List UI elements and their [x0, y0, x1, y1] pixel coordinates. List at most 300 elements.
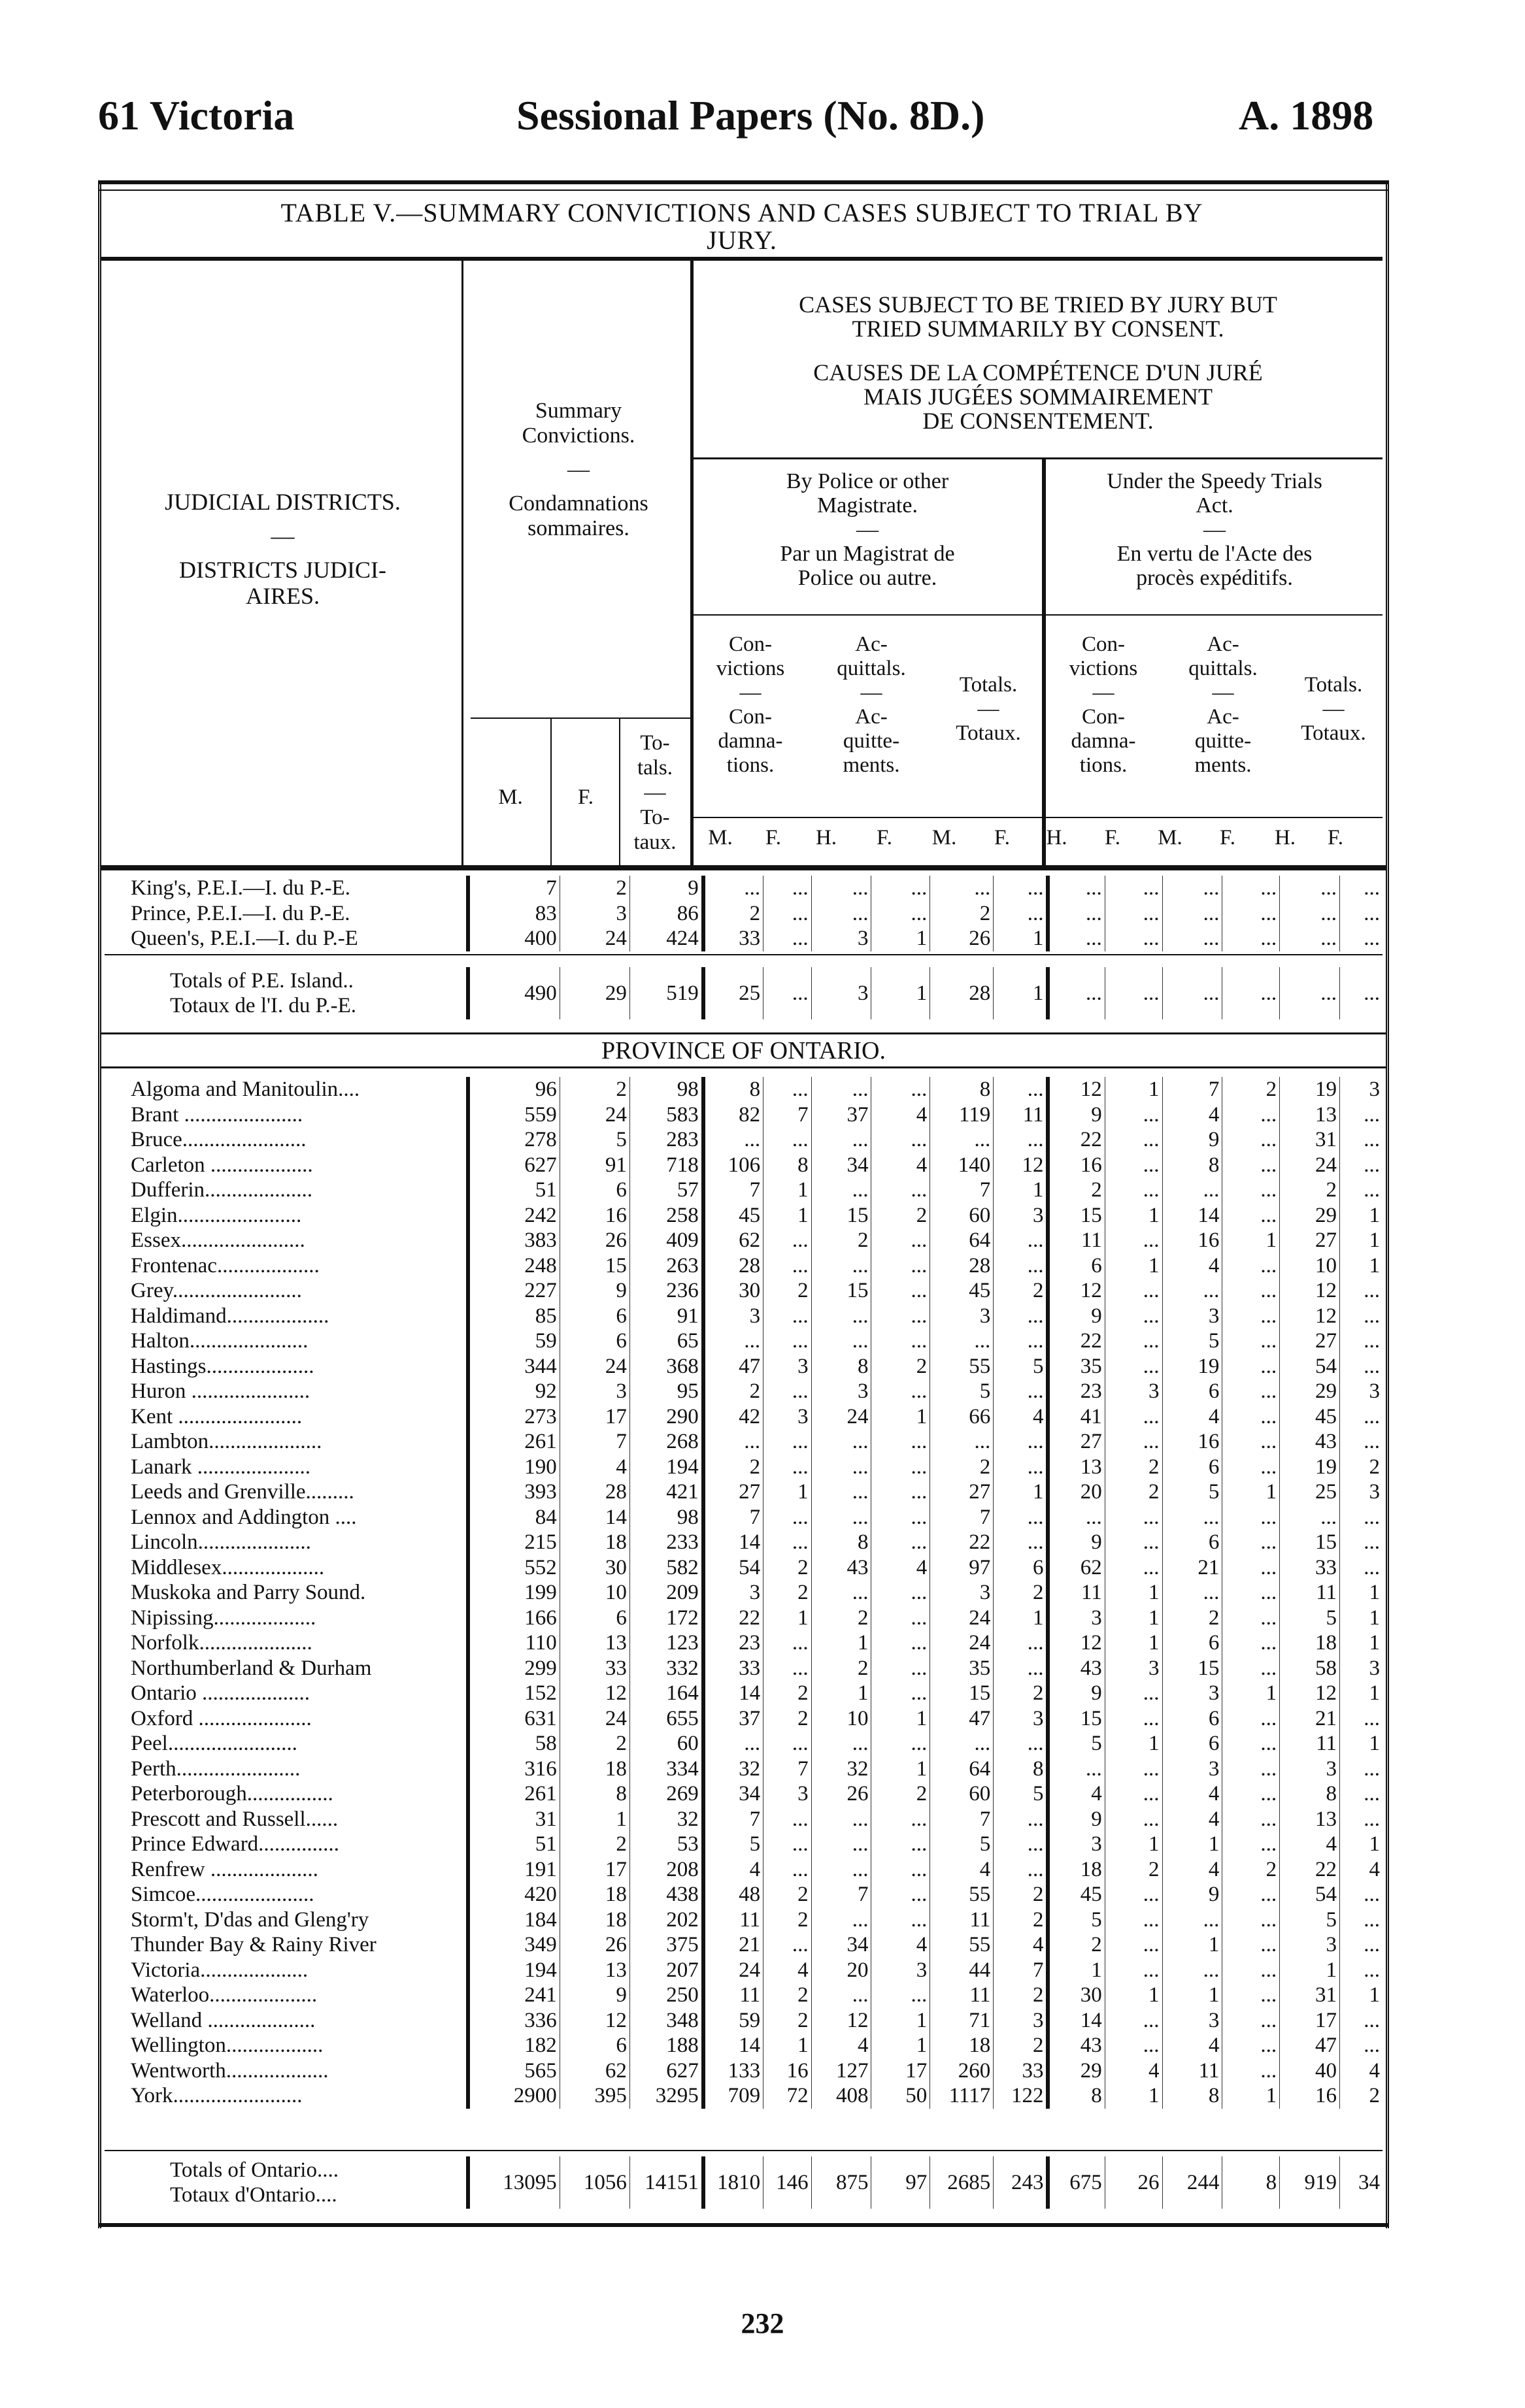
district-name-text: Thunder Bay & Rainy River: [131, 1933, 377, 1956]
cell-value: ...: [811, 1077, 871, 1102]
cell-value: ...: [763, 1731, 812, 1757]
row-district-name: [105, 1555, 468, 1581]
row-district-name: [105, 1505, 468, 1530]
cell-value: 29: [560, 967, 629, 1019]
cell-value: 4: [811, 2033, 871, 2058]
cell-value: 54: [1280, 1354, 1340, 1379]
row-district-name: [105, 1304, 468, 1329]
cell-value: ...: [1222, 1328, 1280, 1354]
cell-value: 215: [468, 1530, 560, 1555]
cell-value: ...: [1364, 1883, 1380, 1906]
cell-value: ...: [871, 1530, 930, 1555]
cell-value: ...: [1105, 1153, 1162, 1178]
cell-value: 3: [994, 1706, 1048, 1732]
cell-value: 31: [1280, 1983, 1340, 2008]
cell-value: ...: [1280, 876, 1340, 901]
cell-value: 1: [763, 1606, 812, 1631]
header-right: A. 1898: [1239, 92, 1374, 139]
cell-value: ...: [1222, 1127, 1280, 1153]
cell-value: ...: [871, 1127, 930, 1153]
cell-value: 12: [1280, 1681, 1340, 1706]
cell-value: ...: [994, 1077, 1048, 1102]
cell-value: 583: [629, 1102, 703, 1128]
row-district-name: [105, 1781, 468, 1807]
cell-value: ...: [1048, 1757, 1105, 1782]
table-row: [105, 1731, 1383, 1757]
cell-value: 9: [1048, 1807, 1105, 1832]
cell-value: ...: [1280, 901, 1340, 927]
cell-value: ...: [994, 1505, 1048, 1530]
cell-value: ...: [1105, 1404, 1162, 1430]
cell-value: 26: [930, 926, 994, 951]
cell-value: 2: [763, 1681, 812, 1706]
cell-value: ...: [930, 876, 994, 901]
cell-value: 16: [1162, 1228, 1222, 1253]
acq-2: quittals.: [837, 657, 906, 680]
row-district-name: [105, 876, 468, 901]
cell-value: ...: [994, 1857, 1048, 1883]
cell-value: ...: [1364, 1958, 1380, 1982]
cell-value: ...: [703, 876, 763, 901]
cell-value: ...: [811, 1505, 871, 1530]
cell-value: 7: [811, 1882, 871, 1907]
table-row: [105, 1757, 1383, 1782]
cell-value: 9: [1048, 1681, 1105, 1706]
cell-value: ...: [1222, 1958, 1280, 1983]
cell-value: 3: [930, 1304, 994, 1329]
cell-value: 24: [930, 1630, 994, 1656]
sacq-2: quittals.: [1188, 657, 1258, 680]
cell-value: ...: [811, 1178, 871, 1203]
cell-value: ...: [1105, 967, 1162, 1019]
cell-value: 152: [468, 1681, 560, 1706]
districts-header-fr2: AIRES.: [245, 583, 320, 609]
cell-value: 4: [1162, 1807, 1222, 1832]
cell-value: 3: [1048, 1832, 1105, 1857]
cell-value: 1: [763, 1203, 812, 1229]
cell-value: 7: [703, 1178, 763, 1203]
district-name-text: Wellington..................: [131, 2034, 324, 2057]
table-row: [105, 1505, 1383, 1530]
cell-value: 2: [703, 901, 763, 927]
cell-value: ...: [1364, 1128, 1380, 1151]
mf-subheader-cell: H.: [1046, 826, 1067, 849]
cell-value: 32: [703, 1757, 763, 1782]
cell-value: ...: [763, 1429, 812, 1455]
cell-value: 3: [1280, 1932, 1340, 1958]
cell-value: 4: [763, 1958, 812, 1983]
cell-value: 11: [703, 1983, 763, 2008]
cell-value: ...: [763, 1630, 812, 1656]
cell-value: ...: [1105, 1278, 1162, 1304]
cell-value: 30: [1048, 1983, 1105, 2008]
cell-value: 82: [703, 1102, 763, 1128]
sconv-2: victions: [1069, 657, 1138, 680]
cell-value: ...: [1222, 1757, 1280, 1782]
cell-value: 8: [1162, 1153, 1222, 1178]
cell-value: ...: [811, 1907, 871, 1933]
cell-value: 44: [930, 1958, 994, 1983]
cell-value: 91: [560, 1153, 629, 1178]
table-row: [105, 1983, 1383, 2008]
cell-value: ...: [871, 1983, 930, 2008]
cell-value: 1: [994, 1606, 1048, 1631]
cell-value: 7: [703, 1505, 763, 1530]
cell-value: 421: [629, 1479, 703, 1505]
cell-value: 261: [468, 1781, 560, 1807]
cell-value: 62: [1048, 1555, 1105, 1581]
table-row: [105, 1328, 1383, 1354]
table-row: [105, 1379, 1383, 1404]
cell-value: 31: [1280, 1127, 1340, 1153]
cell-value: 6: [1162, 1731, 1222, 1757]
acq-1: Ac-: [855, 633, 888, 656]
cell-value: ...: [1222, 1580, 1280, 1606]
cell-value: 64: [930, 1757, 994, 1782]
cell-value: 72: [763, 2083, 812, 2109]
cell-value: 5: [994, 1354, 1048, 1379]
cell-value: ...: [871, 1178, 930, 1203]
mf-subheader-cell: F.: [1328, 826, 1343, 849]
cell-value: ...: [763, 967, 812, 1019]
cell-value: ...: [763, 1127, 812, 1153]
cell-value: 13095: [468, 2156, 560, 2209]
cell-value: ...: [871, 1606, 930, 1631]
cell-value: 6: [560, 1178, 629, 1203]
cell-value: ...: [871, 1656, 930, 1681]
cell-value: 34: [811, 1932, 871, 1958]
conv-3: —: [739, 681, 762, 704]
province-heading: PROVINCE OF ONTARIO.: [601, 1037, 886, 1064]
table-row: [105, 1455, 1383, 1480]
cell-value: 4: [1369, 1857, 1380, 1881]
cell-value: 2: [871, 1203, 930, 1229]
cell-value: 8: [1162, 2083, 1222, 2109]
rule-subgroups: [694, 614, 1383, 616]
cell-value: 14151: [629, 2156, 703, 2209]
sacq-4: Ac-: [1207, 705, 1239, 729]
cell-value: 35: [930, 1656, 994, 1681]
cell-value: 14: [703, 2033, 763, 2058]
cell-value: 5: [1280, 1606, 1340, 1631]
cell-value: 27: [1048, 1429, 1105, 1455]
cell-value: ...: [871, 1505, 930, 1530]
police-header-en1: By Police or other: [786, 469, 949, 493]
cell-value: ...: [871, 1228, 930, 1253]
cell-value: ...: [1105, 1127, 1162, 1153]
cell-value: 2: [560, 876, 629, 901]
cell-value: 5: [930, 1832, 994, 1857]
acq-4: Ac-: [855, 705, 888, 729]
cell-value: ...: [1222, 1555, 1280, 1581]
cell-value: 34: [1358, 2170, 1380, 2194]
table-row: [105, 2083, 1383, 2109]
table-row: [105, 1530, 1383, 1555]
cell-value: 13: [1280, 1807, 1340, 1832]
cell-value: 8: [1222, 2156, 1280, 2209]
cell-value: 2: [1048, 1178, 1105, 1203]
row-district-name: [105, 1455, 468, 1480]
table-row: [105, 1630, 1383, 1656]
cell-value: 4: [1162, 1404, 1222, 1430]
cell-value: ...: [1280, 1505, 1340, 1530]
cell-value: ...: [811, 876, 871, 901]
sconv-5: damna-: [1071, 729, 1136, 753]
cell-value: 24: [1280, 1153, 1340, 1178]
cell-value: 15: [930, 1681, 994, 1706]
cell-value: 17: [560, 1404, 629, 1430]
police-header-dash: —: [856, 518, 879, 542]
cell-value: ...: [1162, 926, 1222, 951]
cell-value: ...: [763, 926, 812, 951]
row-district-name: [105, 2033, 468, 2058]
cell-value: ...: [1364, 2008, 1380, 2032]
cell-value: ...: [1105, 1681, 1162, 1706]
row-district-name: [105, 1203, 468, 1229]
summary-header-dash: —: [567, 457, 590, 482]
police-header-fr2: Police ou autre.: [797, 566, 937, 590]
row-district-name: [105, 1580, 468, 1606]
cell-value: 7: [930, 1505, 994, 1530]
cell-value: 675: [1048, 2156, 1105, 2209]
cell-value: 15: [560, 1253, 629, 1279]
cell-value: 263: [629, 1253, 703, 1279]
cell-value: ...: [811, 1455, 871, 1480]
cell-value: 2685: [930, 2156, 994, 2209]
cell-value: 37: [703, 1706, 763, 1732]
cell-value: 2: [1369, 2084, 1380, 2107]
cell-value: ...: [871, 1429, 930, 1455]
cell-value: 2: [994, 1580, 1048, 1606]
police-acquittals-header: [811, 633, 932, 778]
cell-value: 490: [468, 967, 560, 1019]
cell-value: 19: [1280, 1077, 1340, 1102]
cell-value: 12: [1048, 1278, 1105, 1304]
cell-value: 236: [629, 1278, 703, 1304]
cell-value: 2: [994, 1681, 1048, 1706]
speedy-header-en1: Under the Speedy Trials: [1107, 469, 1322, 493]
cell-value: ...: [1162, 1958, 1222, 1983]
row-district-name: [105, 1328, 468, 1354]
cell-value: ...: [1162, 876, 1222, 901]
cell-value: 6: [560, 1304, 629, 1329]
cell-value: ...: [1162, 1505, 1222, 1530]
cell-value: 1: [1105, 1983, 1162, 2008]
cell-value: ...: [1162, 967, 1222, 1019]
cell-value: 4: [1369, 2058, 1380, 2083]
row-district-name: [105, 1102, 468, 1128]
cell-value: 10: [560, 1580, 629, 1606]
cell-value: 1: [1369, 1203, 1380, 1227]
cell-value: 1: [1222, 1681, 1280, 1706]
mf-subheader-cell: M.: [1158, 826, 1182, 849]
cell-value: 21: [703, 1932, 763, 1958]
district-name-text: Grey........................: [131, 1279, 302, 1302]
cell-value: 3: [871, 1958, 930, 1983]
cell-value: ...: [1105, 1328, 1162, 1354]
cell-value: ...: [703, 1127, 763, 1153]
table-row: [105, 1404, 1383, 1430]
cell-value: 3: [1105, 1379, 1162, 1404]
row-district-name: [105, 2083, 468, 2109]
cell-value: 62: [560, 2058, 629, 2084]
table-row: [105, 2008, 1383, 2034]
cell-value: 1: [1105, 2083, 1162, 2109]
cell-value: 1: [1369, 1253, 1380, 1278]
cell-value: ...: [1105, 1304, 1162, 1329]
cell-value: 4: [1105, 2058, 1162, 2084]
cell-value: 3: [703, 1304, 763, 1329]
cell-value: 32: [629, 1807, 703, 1832]
row-district-name: [105, 1354, 468, 1379]
cell-value: 58: [1280, 1656, 1340, 1681]
cell-value: 3: [811, 926, 871, 951]
cell-value: 565: [468, 2058, 560, 2084]
summary-header-en2: Convictions.: [522, 423, 635, 448]
cell-value: ...: [1222, 1429, 1280, 1455]
cell-value: 97: [930, 1555, 994, 1581]
cell-value: 12: [811, 2008, 871, 2034]
cell-value: 6: [1162, 1630, 1222, 1656]
cell-value: ...: [1222, 1404, 1280, 1430]
cell-value: 1: [1369, 1229, 1380, 1252]
cell-value: 71: [930, 2008, 994, 2034]
cell-value: ...: [930, 1328, 994, 1354]
cell-value: 60: [930, 1203, 994, 1229]
sacq-5: quitte-: [1194, 729, 1252, 753]
cell-value: 164: [629, 1681, 703, 1706]
district-name-text: Lincoln.....................: [131, 1530, 311, 1554]
cell-value: ...: [1222, 901, 1280, 927]
cell-value: 26: [560, 1228, 629, 1253]
cell-value: 9: [1048, 1530, 1105, 1555]
cell-value: ...: [1105, 901, 1162, 927]
cell-value: 2: [560, 1832, 629, 1857]
cell-value: 24: [560, 926, 629, 951]
row-district-name: [105, 1731, 468, 1757]
cell-value: 242: [468, 1203, 560, 1229]
cell-value: 34: [703, 1781, 763, 1807]
cell-value: ...: [871, 1807, 930, 1832]
row-district-name: [105, 1404, 468, 1430]
cell-value: 15: [1280, 1530, 1340, 1555]
row-district-name: [105, 926, 468, 951]
cell-value: ...: [930, 1731, 994, 1757]
cell-value: ...: [871, 1328, 930, 1354]
cell-value: ...: [1105, 1429, 1162, 1455]
mf-subheader-cell: M.: [931, 826, 957, 849]
cell-value: 1: [1162, 1832, 1222, 1857]
cell-value: 400: [468, 926, 560, 951]
cell-value: 4: [1162, 1253, 1222, 1279]
cell-value: 4: [871, 1555, 930, 1581]
cell-value: ...: [871, 1857, 930, 1883]
cell-value: ...: [1048, 1505, 1105, 1530]
row-district-name: [105, 1077, 468, 1102]
cell-value: ...: [1222, 1983, 1280, 2008]
cell-value: ...: [763, 1304, 812, 1329]
cell-value: 9: [629, 876, 703, 901]
cell-value: 349: [468, 1932, 560, 1958]
header-bottom-rule: [101, 865, 1386, 870]
cell-value: ...: [1162, 1278, 1222, 1304]
cell-value: 53: [629, 1832, 703, 1857]
cell-value: 1: [1162, 1932, 1222, 1958]
districts-header-fr1: DISTRICTS JUDICI-: [178, 557, 386, 583]
cell-value: 273: [468, 1404, 560, 1430]
ontario-rule: [105, 2150, 1383, 2151]
cell-value: 59: [468, 1328, 560, 1354]
cell-value: 16: [1162, 1429, 1222, 1455]
cell-value: 1: [871, 1757, 930, 1782]
cell-value: ...: [1364, 927, 1380, 950]
mf-subheader-cell: H.: [815, 826, 837, 849]
rule-summary-right: [690, 261, 694, 867]
table-row: [105, 876, 1383, 901]
cell-value: ...: [1222, 1354, 1280, 1379]
cell-value: 48: [703, 1882, 763, 1907]
cell-value: 5: [1048, 1731, 1105, 1757]
cell-value: 3: [811, 1379, 871, 1404]
table-row: [105, 1832, 1383, 1857]
cell-value: 552: [468, 1555, 560, 1581]
cell-value: ...: [871, 1832, 930, 1857]
district-name-text: Frontenac...................: [131, 1253, 320, 1278]
police-convictions-header: [694, 633, 807, 778]
cell-value: 4: [1162, 1857, 1222, 1883]
cell-value: 18: [560, 1907, 629, 1933]
table-row: [105, 2156, 1383, 2209]
cell-value: ...: [1105, 1706, 1162, 1732]
cell-value: 24: [560, 1354, 629, 1379]
cell-value: ...: [1222, 1304, 1280, 1329]
cell-value: 28: [703, 1253, 763, 1279]
cell-value: 22: [1048, 1328, 1105, 1354]
cell-value: 20: [811, 1958, 871, 1983]
cell-value: 1: [1105, 1832, 1162, 1857]
district-name-text: Algoma and Manitoulin....: [131, 1078, 360, 1101]
table-row: [105, 2033, 1383, 2058]
row-district-name: [105, 1253, 468, 1279]
cell-value: 92: [468, 1379, 560, 1404]
cell-value: 1: [1222, 2083, 1280, 2109]
cell-value: ...: [1105, 1228, 1162, 1253]
cell-value: ...: [1105, 1102, 1162, 1128]
cell-value: 2: [1162, 1606, 1222, 1631]
cell-value: 22: [1280, 1857, 1340, 1883]
cell-value: 290: [629, 1404, 703, 1430]
cell-value: 1: [1369, 1681, 1380, 1705]
cell-value: 1: [1369, 1832, 1380, 1856]
cell-value: 278: [468, 1127, 560, 1153]
cell-value: 3: [1369, 1078, 1380, 1101]
cell-value: 627: [629, 2058, 703, 2084]
cell-value: ...: [1364, 1329, 1380, 1353]
cell-value: ...: [1364, 1807, 1380, 1831]
cell-value: 9: [1048, 1102, 1105, 1128]
row-district-name: [105, 1630, 468, 1656]
cell-value: ...: [871, 1253, 930, 1279]
stot-1: Totals.: [1304, 673, 1363, 697]
row-district-name: [105, 1429, 468, 1455]
mf-subheader-cell: F.: [877, 826, 892, 849]
cell-value: 33: [703, 1656, 763, 1681]
cell-value: ...: [811, 1253, 871, 1279]
row-district-name: [105, 1907, 468, 1933]
cell-value: 16: [763, 2058, 812, 2084]
cell-value: ...: [1162, 1580, 1222, 1606]
cell-value: ...: [1105, 1958, 1162, 1983]
